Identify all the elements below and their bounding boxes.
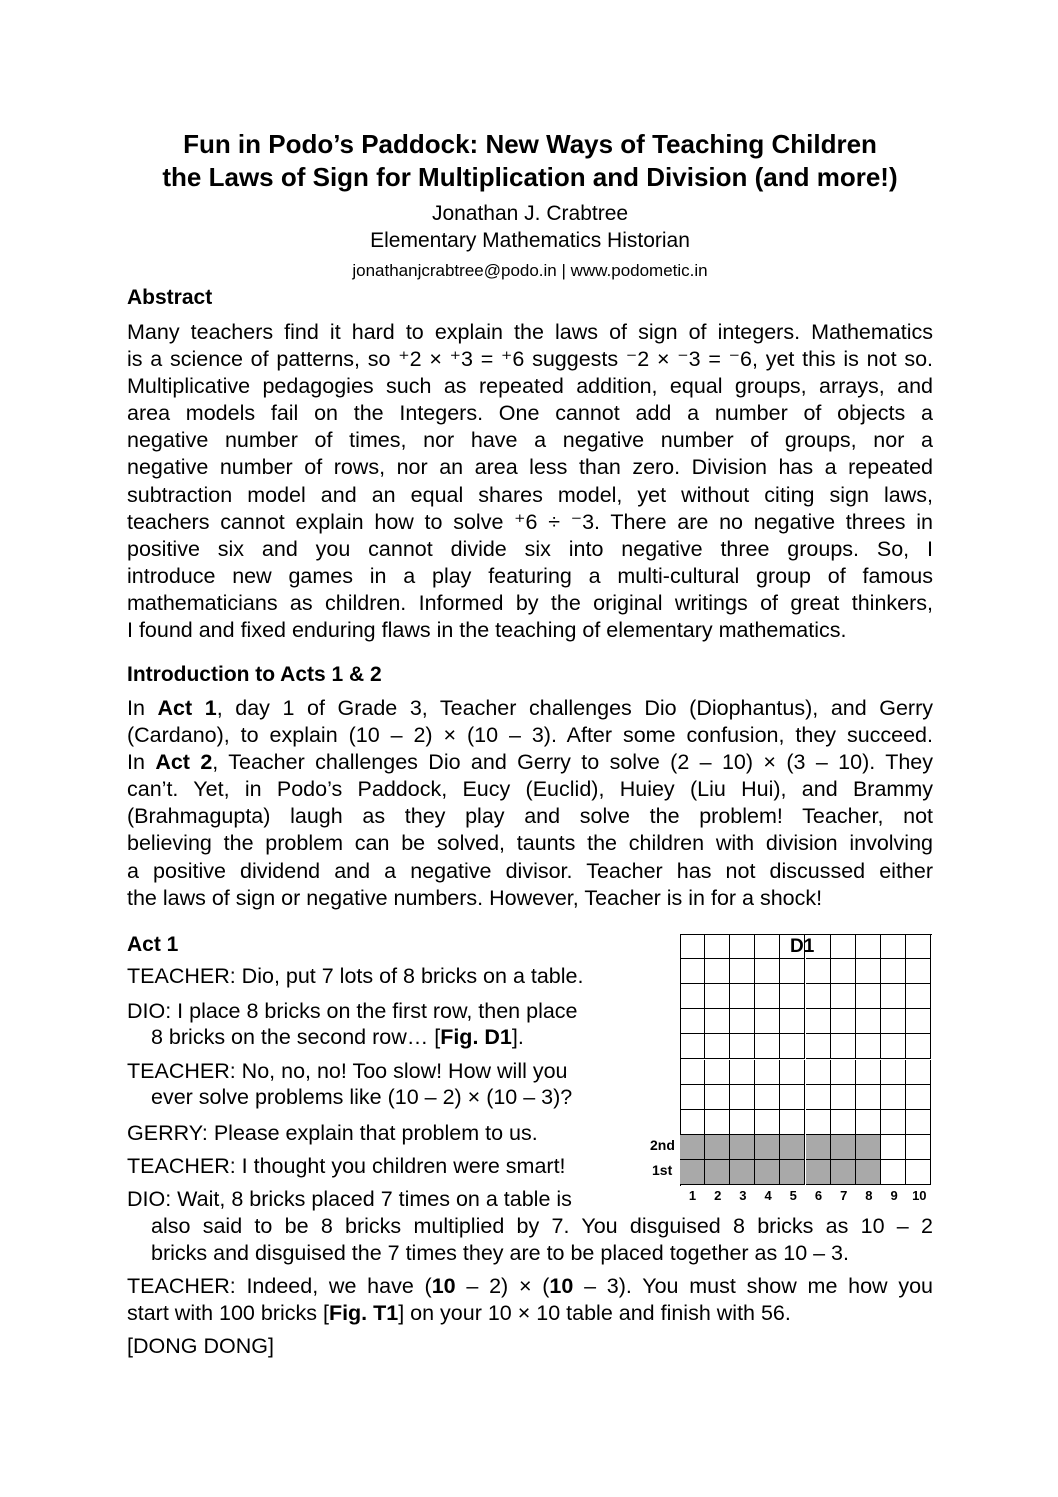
grid-cell: [730, 1110, 755, 1135]
grid-cell: [831, 1060, 856, 1085]
abstract-line: negative number of times, nor have a negative number of groups, nor a: [127, 428, 933, 453]
grid-cell: [755, 1160, 780, 1185]
grid-cell: [730, 1060, 755, 1085]
dialogue-text: – 2) × (: [455, 1274, 550, 1298]
grid-cell: [831, 1135, 856, 1160]
figure-ref: Fig. T1: [328, 1301, 399, 1325]
grid-cell: [705, 1110, 730, 1135]
grid-cell: [806, 1034, 831, 1059]
grid-cell: [856, 1034, 881, 1059]
bold-number: 10: [549, 1274, 574, 1298]
act1-heading: Act 1: [127, 933, 179, 956]
intro-text: , Teacher challenges Dio and Gerry to solve (2 – 10) × (3 – 10). They: [212, 750, 934, 775]
grid-cell: [755, 1009, 780, 1034]
grid-cell: [906, 1034, 931, 1059]
intro-heading: Introduction to Acts 1 & 2: [127, 663, 382, 686]
column-label: 5: [789, 1188, 797, 1203]
abstract-line: positive six and you cannot divide six into negative three groups. So, I: [127, 536, 933, 561]
grid-cell: [831, 984, 856, 1009]
grid-cell: [806, 959, 831, 984]
grid-cell: [831, 959, 856, 984]
grid-cell: [755, 959, 780, 984]
dialogue-line: TEACHER: I thought you children were smart!: [127, 1154, 566, 1178]
grid-cell: [806, 1160, 831, 1185]
grid-cell: [755, 1034, 780, 1059]
grid-cell: [780, 1110, 805, 1135]
grid-cell: [856, 1110, 881, 1135]
grid-cell: [906, 1009, 931, 1034]
grid-cell: [831, 1085, 856, 1110]
dialogue-line: DIO: Wait, 8 bricks placed 7 times on a table is: [127, 1187, 572, 1211]
grid-cell: [906, 934, 931, 959]
grid-cell: [906, 1135, 931, 1160]
grid-cell: [856, 1135, 881, 1160]
grid-cell: [881, 1160, 906, 1185]
grid-cell: [831, 1034, 856, 1059]
grid-cell: [705, 1009, 730, 1034]
grid-cell: [906, 1085, 931, 1110]
grid-cell: [806, 1085, 831, 1110]
grid-cell: [881, 1060, 906, 1085]
grid-cell: [856, 959, 881, 984]
grid-cell: [780, 1034, 805, 1059]
intro-line: (Brahmagupta) laugh as they play and solve the problem! Teacher, not: [127, 804, 933, 829]
grid-cell: [881, 1085, 906, 1110]
grid-cell: [705, 1034, 730, 1059]
grid-cell: [755, 1060, 780, 1085]
grid-cell: [780, 959, 805, 984]
grid-cell: [780, 1009, 805, 1034]
column-label: 2: [714, 1188, 722, 1203]
abstract-heading: Abstract: [127, 286, 213, 309]
grid-cell: [881, 1034, 906, 1059]
column-label: 7: [840, 1188, 848, 1203]
intro-text: , day 1 of Grade 3, Teacher challenges Dio (Diophantus), and Gerry: [216, 696, 934, 720]
grid-cell: [680, 984, 705, 1009]
act-ref: Act 1: [157, 696, 217, 720]
author-contact: jonathanjcrabtree@podo.in | www.podometic.in: [352, 261, 708, 280]
grid-cell: [755, 934, 780, 959]
intro-line: (Cardano), to explain (10 – 2) × (10 – 3). After some confusion, they succeed.: [127, 723, 933, 748]
abstract-line: Multiplicative pedagogies such as repeated addition, equal groups, arrays, and: [127, 374, 933, 399]
grid-cell: [881, 959, 906, 984]
grid-cell: [881, 1110, 906, 1135]
column-label: 1: [688, 1188, 697, 1203]
column-label: 8: [865, 1188, 873, 1203]
grid-cell: [680, 959, 705, 984]
abstract-line: teachers cannot explain how to solve ⁺6 ÷ ⁻3. There are no negative threes in: [127, 509, 933, 534]
grid-cell: [755, 984, 780, 1009]
dialogue-line: GERRY: Please explain that problem to us.: [127, 1121, 538, 1145]
grid-cell: [906, 1110, 931, 1135]
grid-cell: [881, 984, 906, 1009]
grid-cell: [680, 1009, 705, 1034]
dialogue-line: [127, 1273, 933, 1300]
grid-cell: [856, 934, 881, 959]
dialogue-line: DIO: I place 8 bricks on the first row, then place: [127, 999, 578, 1023]
column-label: 10: [912, 1188, 927, 1203]
brick-grid-figure: [680, 934, 932, 1186]
grid-cell: [705, 1085, 730, 1110]
act-ref: Act 2: [155, 750, 213, 775]
dialogue-line: [127, 1300, 791, 1327]
grid-cell: [881, 1009, 906, 1034]
intro-text: In: [127, 750, 156, 775]
dialogue-text: – 3). You must show me how you: [573, 1274, 933, 1298]
grid-cell: [730, 1034, 755, 1059]
grid-cell: [730, 1135, 755, 1160]
intro-line: the laws of sign or negative numbers. However, Teacher is in for a shock!: [127, 885, 823, 910]
stage-direction: [DONG DONG]: [127, 1334, 274, 1358]
column-label: 9: [890, 1188, 898, 1203]
dialogue-text: TEACHER: Indeed, we have (: [127, 1274, 432, 1298]
dialogue-line: [127, 1024, 524, 1051]
grid-cell: [906, 959, 931, 984]
abstract-body: [127, 319, 933, 644]
grid-cell: [705, 959, 730, 984]
grid-cell: [806, 1110, 831, 1135]
column-label: 6: [814, 1188, 823, 1203]
dialogue-line: bricks and disguised the 7 times they are to be placed together as 10 – 3.: [151, 1241, 849, 1265]
grid-cell: [806, 1135, 831, 1160]
intro-line: can’t. Yet, in Podo’s Paddock, Eucy (Euclid), Huiey (Liu Hui), and Brammy: [127, 777, 933, 802]
figure-ref: Fig. D1: [440, 1025, 512, 1049]
grid-cell: [730, 984, 755, 1009]
grid-cell: [856, 1009, 881, 1034]
grid-cell: [755, 1135, 780, 1160]
abstract-line: Many teachers find it hard to explain the laws of sign of integers. Mathematics: [127, 320, 933, 344]
grid-cell: [755, 1110, 780, 1135]
abstract-line: subtraction model and an equal shares model, yet without citing sign laws,: [127, 482, 933, 507]
title-line-2: the Laws of Sign for Multiplication and Division (and more!): [162, 162, 898, 192]
abstract-line: mathematicians as children. Informed by the original writings of great thinkers,: [127, 590, 933, 615]
grid-cell: [680, 1085, 705, 1110]
abstract-line: negative number of rows, nor an area less than zero. Division has a repeated: [127, 455, 933, 480]
grid-cell: [856, 1085, 881, 1110]
grid-cell: [730, 1009, 755, 1034]
grid-cell: [831, 1160, 856, 1185]
author-name: Jonathan J. Crabtree: [431, 202, 629, 225]
intro-line: believing the problem can be solved, taunts the children with division involving: [127, 831, 933, 856]
abstract-line: is a science of patterns, so ⁺2 × ⁺3 = ⁺6 suggests ⁻2 × ⁻3 = ⁻6, yet this is not so.: [127, 347, 933, 372]
dialogue-line: also said to be 8 bricks multiplied by 7. You disguised 8 bricks as 10 – 2: [151, 1214, 933, 1238]
grid-cell: [780, 1085, 805, 1110]
intro-body: [127, 695, 933, 912]
dialogue-text: 8 bricks on the second row… [: [151, 1025, 441, 1049]
dialogue-text: start with 100 bricks [: [127, 1301, 329, 1325]
grid-cell: [680, 1060, 705, 1085]
grid-cell: [680, 1110, 705, 1135]
grid-cell: [705, 984, 730, 1009]
column-label: 4: [764, 1188, 772, 1203]
dialogue-line: TEACHER: Dio, put 7 lots of 8 bricks on a table.: [127, 964, 584, 988]
grid-cell: [856, 1060, 881, 1085]
grid-cell: [881, 1135, 906, 1160]
figure-label: D1: [790, 936, 815, 957]
grid-cell: [755, 1085, 780, 1110]
grid-cell: [730, 1085, 755, 1110]
grid-cell: [730, 959, 755, 984]
dialogue-text: ] on your 10 × 10 table and finish with 56.: [398, 1301, 791, 1325]
grid-cell: [705, 1160, 730, 1185]
author-role: Elementary Mathematics Historian: [370, 229, 690, 252]
row-label-1st: 1st: [652, 1162, 673, 1178]
row-label-2nd: 2nd: [650, 1137, 675, 1153]
grid-cell: [780, 1160, 805, 1185]
intro-line: [127, 695, 933, 722]
grid-cell: [680, 1135, 705, 1160]
title-line-1: Fun in Podo’s Paddock: New Ways of Teaching Children: [183, 129, 877, 159]
grid-cell: [856, 1160, 881, 1185]
grid-cell: [705, 1135, 730, 1160]
intro-line: a positive dividend and a negative divisor. Teacher has not discussed either: [127, 858, 933, 883]
grid-cell: [780, 1135, 805, 1160]
bold-number: 10: [431, 1274, 456, 1298]
grid-cell: [856, 984, 881, 1009]
grid-cell: [831, 1009, 856, 1034]
dialogue-line: TEACHER: No, no, no! Too slow! How will you: [127, 1059, 568, 1083]
grid-cell: [730, 1160, 755, 1185]
dialogue-text: ].: [511, 1025, 524, 1049]
grid-cell: [780, 1060, 805, 1085]
grid-cell: [906, 1060, 931, 1085]
paper-title: [127, 128, 933, 194]
dialogue-line: ever solve problems like (10 – 2) × (10 – 3)?: [151, 1085, 573, 1109]
grid-cell: [680, 1034, 705, 1059]
grid-cell: [806, 1060, 831, 1085]
grid-cell: [780, 984, 805, 1009]
abstract-line: introduce new games in a play featuring a multi-cultural group of famous: [127, 563, 933, 588]
grid-cell: [906, 1160, 931, 1185]
column-label: 3: [739, 1188, 747, 1203]
grid-cell: [705, 934, 730, 959]
grid-cell: [906, 984, 931, 1009]
grid-cell: [680, 1160, 705, 1185]
grid-cell: [831, 1110, 856, 1135]
grid-cell: [831, 934, 856, 959]
grid-cell: [806, 984, 831, 1009]
grid-cell: [680, 934, 705, 959]
grid-cell: [881, 934, 906, 959]
intro-line: [127, 749, 933, 776]
abstract-line: I found and fixed enduring flaws in the teaching of elementary mathematics.: [127, 618, 847, 643]
grid-cell: [806, 1009, 831, 1034]
intro-text: In: [127, 696, 158, 720]
grid-cell: [705, 1060, 730, 1085]
grid-cell: [730, 934, 755, 959]
abstract-line: area models fail on the Integers. One cannot add a number of objects a: [127, 401, 933, 426]
